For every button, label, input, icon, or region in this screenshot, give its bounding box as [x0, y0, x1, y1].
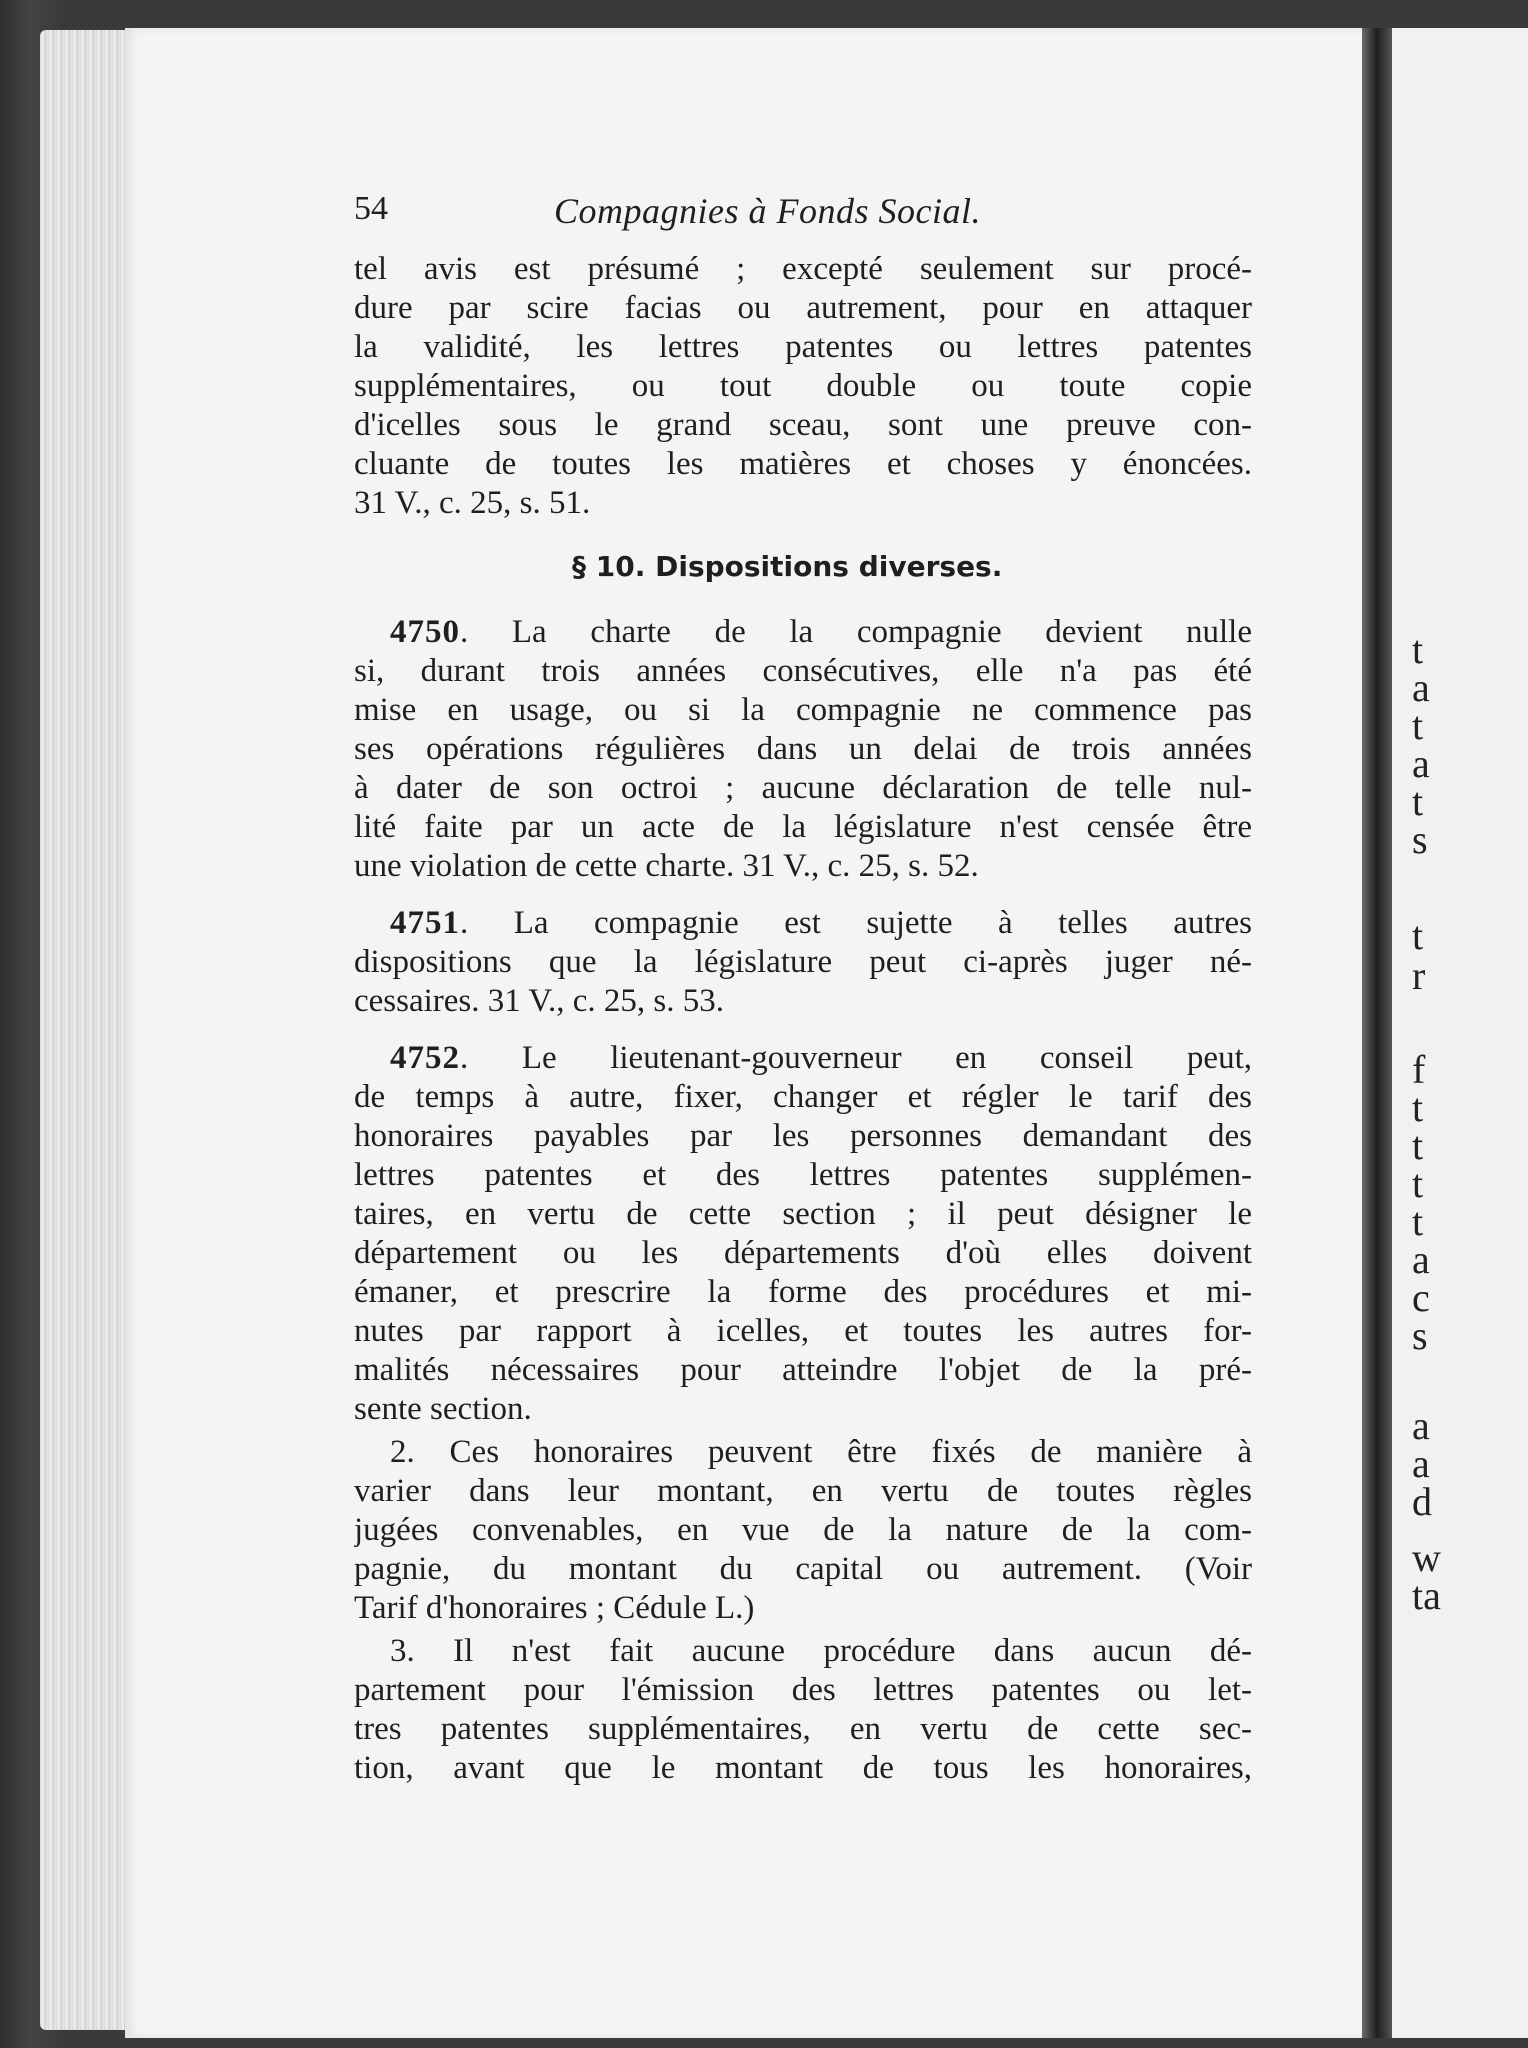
text-line: malités nécessaires pour atteindre l'objet de la pré- — [354, 1352, 1252, 1388]
text-line: mise en usage, ou si la compagnie ne commence pas — [354, 692, 1252, 728]
text-line: jugées convenables, en vue de la nature de la com- — [354, 1512, 1252, 1548]
text-line: varier dans leur montant, en vertu de toutes règles — [354, 1473, 1252, 1509]
facing-fragment: t — [1412, 627, 1424, 672]
facing-fragment: a — [1412, 741, 1430, 786]
article-number: 4751 — [390, 905, 460, 941]
facing-fragment: f — [1412, 1047, 1426, 1092]
text-line: lité faite par un acte de la législature n'est censée être — [354, 809, 1252, 845]
text-line: dispositions que la législature peut ci-après juger né- — [354, 944, 1252, 980]
text-line: supplémentaires, ou tout double ou toute copie — [354, 368, 1252, 404]
facing-fragment: s — [1412, 1313, 1428, 1358]
article-first-line — [354, 613, 1252, 652]
article-number: 4752 — [390, 1040, 460, 1076]
facing-fragment: t — [1412, 913, 1424, 958]
facing-fragment: w — [1412, 1535, 1441, 1580]
facing-fragment: a — [1412, 1441, 1430, 1486]
facing-fragment: t — [1412, 1085, 1424, 1130]
text-line: dure par scire facias ou autrement, pour en attaquer — [354, 290, 1252, 326]
facing-fragment: a — [1412, 1237, 1430, 1282]
text-line: tion, avant que le montant de tous les honoraires, — [354, 1750, 1252, 1786]
text-line: à dater de son octroi ; aucune déclaration de telle nul- — [354, 770, 1252, 806]
text-line: une violation de cette charte. 31 V., c. 25, s. 52. — [354, 848, 979, 884]
facing-fragment: r — [1412, 953, 1426, 998]
text-line: de temps à autre, fixer, changer et régler le tarif des — [354, 1079, 1252, 1115]
text-line: si, durant trois années consécutives, elle n'a pas été — [354, 653, 1252, 689]
article-number: 4750 — [390, 614, 460, 650]
text-line: taires, en vertu de cette section ; il peut désigner le — [354, 1196, 1252, 1232]
subparagraph-2 — [354, 1433, 1252, 1628]
facing-fragment: t — [1412, 1161, 1424, 1206]
text-line: émaner, et prescrire la forme des procédures et mi- — [354, 1274, 1252, 1310]
text-line: département ou les départements d'où elles doivent — [354, 1235, 1252, 1271]
book-gutter — [1362, 28, 1392, 2038]
article-lead-text: . La compagnie est sujette à telles autres — [460, 905, 1252, 941]
section-heading: § 10. Dispositions diverses. — [572, 550, 1003, 583]
page-text — [354, 190, 1252, 1788]
facing-fragment: t — [1412, 1123, 1424, 1168]
facing-fragment: ta — [1412, 1573, 1441, 1618]
article-first-line — [354, 1039, 1252, 1078]
text-line: sente section. — [354, 1391, 532, 1427]
continuation-paragraph — [354, 250, 1252, 523]
facing-fragment: t — [1412, 779, 1424, 824]
facing-fragment: a — [1412, 1403, 1430, 1448]
article-4752 — [354, 1039, 1252, 1788]
article-4751 — [354, 904, 1252, 1021]
text-line: la validité, les lettres patentes ou lettres patentes — [354, 329, 1252, 365]
subparagraph-3 — [354, 1632, 1252, 1788]
facing-fragment: s — [1412, 817, 1428, 862]
page-number: 54 — [354, 190, 388, 227]
text-line: 2. Ces honoraires peuvent être fixés de manière à — [390, 1434, 1252, 1470]
facing-fragment: a — [1412, 665, 1430, 710]
text-line: d'icelles sous le grand sceau, sont une preuve con- — [354, 407, 1252, 443]
text-line: tres patentes supplémentaires, en vertu de cette sec- — [354, 1711, 1252, 1747]
text-line: ses opérations régulières dans un delai de trois années — [354, 731, 1252, 767]
facing-fragment: t — [1412, 703, 1424, 748]
running-title: Compagnies à Fonds Social. — [554, 191, 981, 231]
facing-fragment: c — [1412, 1275, 1430, 1320]
text-line: cluante de toutes les matières et choses y énoncées. — [354, 446, 1252, 482]
facing-fragment: t — [1412, 1199, 1424, 1244]
text-line: 31 V., c. 25, s. 51. — [354, 485, 591, 521]
article-lead-text: . La charte de la compagnie devient nulle — [460, 614, 1252, 650]
text-line: cessaires. 31 V., c. 25, s. 53. — [354, 983, 724, 1019]
facing-page — [1392, 28, 1528, 2038]
text-line: pagnie, du montant du capital ou autrement. (Voir — [354, 1551, 1252, 1587]
article-lead-text: . Le lieutenant-gouverneur en conseil peut, — [460, 1040, 1252, 1076]
text-line: lettres patentes et des lettres patentes supplémen- — [354, 1157, 1252, 1193]
text-line: honoraires payables par les personnes demandant des — [354, 1118, 1252, 1154]
text-line: Tarif d'honoraires ; Cédule L.) — [354, 1590, 755, 1626]
text-line: nutes par rapport à icelles, et toutes les autres for- — [354, 1313, 1252, 1349]
text-line: partement pour l'émission des lettres patentes ou let- — [354, 1672, 1252, 1708]
text-line: 3. Il n'est fait aucune procédure dans aucun dé- — [390, 1633, 1252, 1669]
facing-fragment: d — [1412, 1479, 1432, 1524]
article-4750 — [354, 613, 1252, 886]
running-header — [354, 190, 1252, 250]
text-line: tel avis est présumé ; excepté seulement sur procé- — [354, 251, 1252, 287]
article-first-line — [354, 904, 1252, 943]
